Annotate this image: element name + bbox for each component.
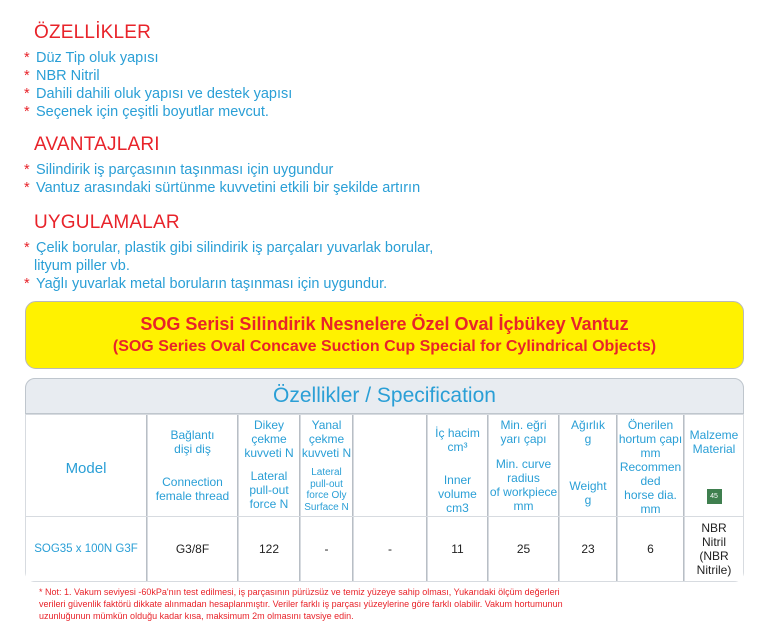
list-item: * Silindirik iş parçasının taşınması için uygundur (24, 162, 334, 178)
title-banner (25, 301, 744, 369)
bullet-star-icon: * (24, 240, 30, 256)
spec-table (25, 378, 744, 582)
footnote: * Not: 1. Vakum seviyesi -60kPa'nın test edilmesi, iş parçasının pürüzsüz ve temiz yüzeye sahip olması, Yukarıdaki ölçüm değerleri verileri güvenlik faktörü dikkate alınmadan hesaplanmıştır. Veriler farklı iş parçası yüzeylerine göre farklı olabilir. Vakum hortumunun uzunluğunun mümkün olduğu kadar kısa, maksimum 2m olmasını tavsiye edin. (39, 587, 563, 621)
list-item: * NBR Nitril (24, 68, 100, 84)
advantages-list (24, 161, 420, 197)
list-item: * Seçenek için çeşitli boyutlar mevcut. (24, 104, 269, 120)
features-list (24, 49, 292, 121)
spec-title: Özellikler / Specification (25, 378, 744, 414)
advantages-heading: AVANTAJLARI (34, 134, 160, 155)
bullet-star-icon: * (24, 180, 30, 196)
header-blank (354, 415, 427, 516)
cell-inner-volume: 11 (428, 517, 488, 581)
header-vertical-force: Dikey çekme kuvveti N Lateral pull-out force N (239, 415, 300, 516)
header-model: Model (26, 415, 147, 516)
cell-min-radius: 25 (489, 517, 559, 581)
bullet-star-icon: * (24, 104, 30, 120)
list-item: * Çelik borular, plastik gibi silindirik iş parçaları yuvarlak borular, (24, 240, 434, 256)
header-weight: Ağırlık g Weight g (560, 415, 617, 516)
cell-material: NBR Nitril (NBR Nitrile) (685, 517, 743, 581)
cell-model: SOG35 x 100N G3F (26, 517, 147, 581)
bullet-star-icon: * (24, 86, 30, 102)
header-inner-volume: İç hacim cm³ Inner volume cm3 (428, 415, 488, 516)
cell-connection: G3/8F (148, 517, 238, 581)
list-item: * Yağlı yuvarlak metal boruların taşınması için uygundur. (24, 276, 388, 292)
cell-lateral-force: - (301, 517, 353, 581)
header-connection: Bağlantı dişi diş Connection female thread (148, 415, 238, 516)
list-item: * Vantuz arasındaki sürtünme kuvvetini etkili bir şekilde artırın (24, 180, 421, 196)
bullet-star-icon: * (24, 50, 30, 66)
features-heading: ÖZELLİKLER (34, 22, 152, 43)
banner-title-tr: SOG Serisi Silindirik Nesnelere Özel Oval İçbükey Vantuz (140, 314, 629, 334)
applications-list (24, 239, 433, 293)
list-item-continuation: lityum piller vb. (34, 258, 130, 274)
applications-heading: UYGULAMALAR (34, 212, 180, 233)
cell-vertical-force: 122 (239, 517, 300, 581)
header-material: Malzeme Material 45 (685, 415, 743, 516)
header-min-radius: Min. eğri yarı çapı Min. curve radius of workpiece mm (489, 415, 559, 516)
bullet-star-icon: * (24, 276, 30, 292)
cell-hose-diameter: 6 (618, 517, 684, 581)
material-badge-icon: 45 (707, 489, 722, 504)
bullet-star-icon: * (24, 68, 30, 84)
bullet-star-icon: * (24, 162, 30, 178)
cell-weight: 23 (560, 517, 617, 581)
banner-title-en: (SOG Series Oval Concave Suction Cup Special for Cylindrical Objects) (112, 338, 657, 355)
list-item: * Dahili dahili oluk yapısı ve destek yapısı (24, 86, 293, 102)
list-item: * Düz Tip oluk yapısı (24, 50, 159, 66)
header-lateral-force: Yanal çekme kuvveti N Lateral pull-out force Oly Surface N (301, 415, 353, 516)
header-hose-diameter: Önerilen hortum çapı mm Recommen ded horse dia. mm (618, 415, 684, 516)
cell-blank: - (354, 517, 427, 581)
